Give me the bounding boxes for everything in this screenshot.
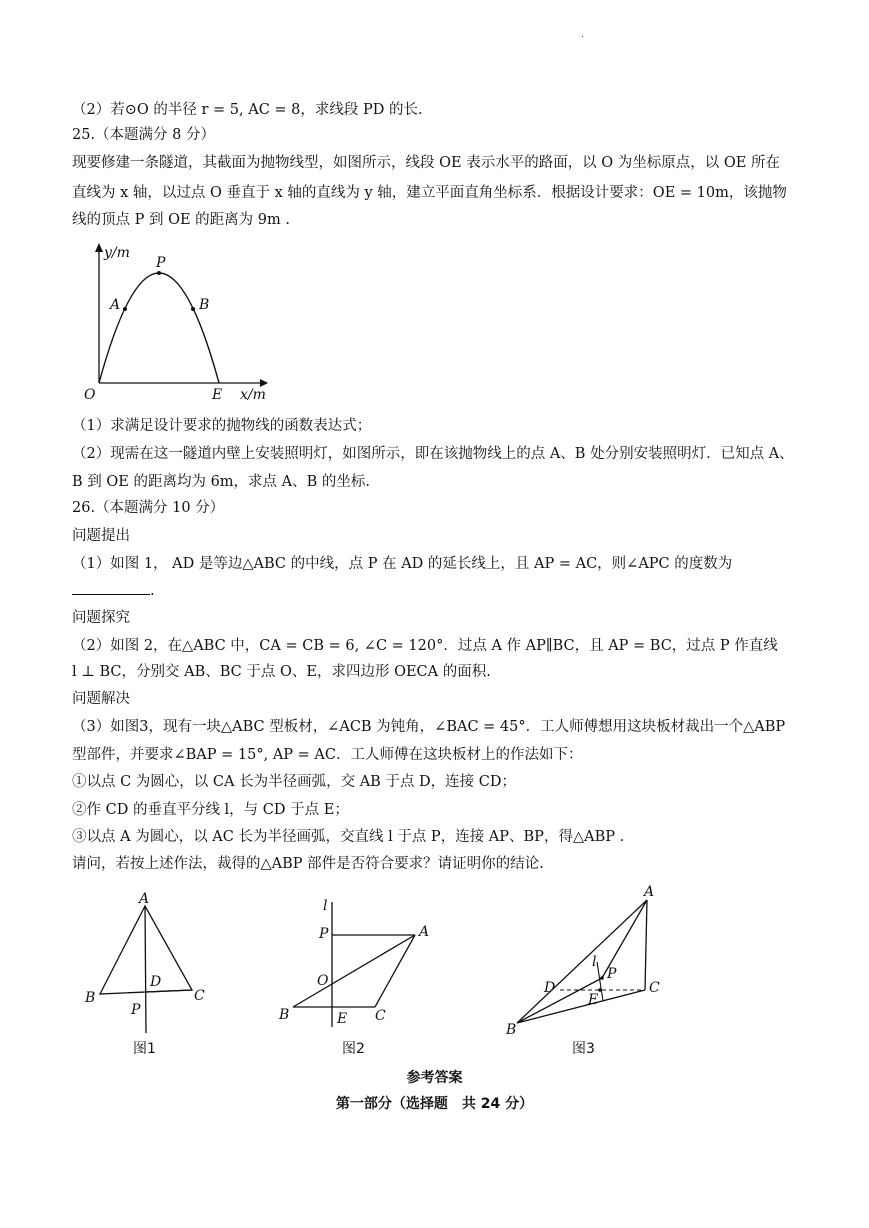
fig3-label-P: P — [607, 966, 617, 982]
q26-part3-2: 型部件，并要求∠BAP = 15°, AP = AC．工人师傅在这块板材上的作法如下： — [72, 747, 583, 763]
figure-1 — [80, 888, 220, 1038]
figure-3 — [500, 880, 675, 1040]
q24-part2: （2）若⊙O 的半径 r = 5, AC = 8，求线段 PD 的长. — [72, 102, 423, 118]
fig1-caption: 图1 — [133, 1041, 156, 1057]
fig3-label-l: l — [592, 954, 597, 970]
x-axis-label: x/m — [240, 387, 266, 403]
fig1-label-B: B — [85, 990, 96, 1006]
q25-part2-2: B 到 OE 的距离均为 6m，求点 A、B 的坐标. — [72, 474, 370, 490]
figure-2 — [275, 892, 445, 1032]
q26-part3-1: （3）如图3，现有一块△ABC 型板材，∠ACB 为钝角，∠BAC = 45°．工人师傅想用这块板材裁出一个△ABP — [72, 719, 786, 735]
fig3-label-C: C — [649, 980, 660, 996]
label-P: P — [156, 255, 166, 271]
q26-step1: ①以点 C 为圆心，以 CA 长为半径画弧，交 AB 于点 D，连接 CD； — [72, 774, 517, 790]
q25-part2-1: （2）现需在这一隧道内壁上安装照明灯，如图所示，即在该抛物线上的点 A、B 处分别安装照明灯．已知点 A、 — [72, 446, 794, 462]
q26-part1-blank: . — [72, 580, 802, 602]
q25-heading: 25.（本题满分 8 分） — [72, 127, 216, 143]
q26-part1: （1）如图 1， AD 是等边△ABC 的中线，点 P 在 AD 的延长线上，且 AP = AC，则∠APC 的度数为 — [72, 556, 733, 572]
section-explore: 问题探究 — [72, 610, 130, 626]
q25-text-3: 线的顶点 P 到 OE 的距离为 9m . — [72, 212, 290, 228]
fig2-caption: 图2 — [342, 1041, 365, 1057]
fig2-label-A: A — [419, 924, 430, 940]
fig1-label-A: A — [139, 891, 150, 907]
label-A: A — [110, 297, 121, 313]
label-B: B — [199, 297, 210, 313]
section-solve: 问题解决 — [72, 691, 130, 707]
fig1-label-P: P — [131, 1002, 141, 1018]
fig1-label-D: D — [150, 974, 162, 990]
q26-step3: ③以点 A 为圆心，以 AC 长为半径画弧，交直线 l 于点 P，连接 AP、BP，得△ABP . — [72, 829, 625, 845]
fig3-label-E: E — [588, 992, 599, 1008]
fig2-label-E: E — [337, 1011, 348, 1027]
answer-title: 参考答案 — [406, 1070, 463, 1086]
label-E: E — [212, 387, 223, 403]
fig2-label-B: B — [279, 1007, 290, 1023]
q26-question: 请问，若按上述作法，裁得的△ABP 部件是否符合要求？请证明你的结论. — [72, 856, 544, 872]
q26-step2: ②作 CD 的垂直平分线 l，与 CD 于点 E； — [72, 802, 349, 818]
fig3-label-D: D — [544, 980, 556, 996]
q25-part1: （1）求满足设计要求的抛物线的函数表达式； — [72, 418, 372, 434]
fig1-label-C: C — [194, 988, 205, 1004]
q26-heading: 26.（本题满分 10 分） — [72, 500, 225, 516]
fig3-label-B: B — [506, 1022, 517, 1038]
q25-text-1: 现要修建一条隧道，其截面为抛物线型，如图所示，线段 OE 表示水平的路面，以 O 为坐标原点，以 OE 所在 — [72, 155, 780, 171]
fig2-label-C: C — [375, 1008, 386, 1024]
fig2-label-l: l — [323, 898, 328, 914]
fig2-label-P: P — [319, 926, 329, 942]
top-mark: · — [581, 32, 585, 43]
fig3-caption: 图3 — [572, 1041, 595, 1057]
q25-text-2: 直线为 x 轴，以过点 O 垂直于 x 轴的直线为 y 轴，建立平面直角坐标系．根据设计要求：OE = 10m，该抛物 — [72, 185, 787, 201]
parabola-figure — [72, 235, 282, 405]
fig3-label-A: A — [644, 884, 655, 900]
q26-part2-2: l ⊥ BC，分别交 AB、BC 于点 O、E，求四边形 OECA 的面积. — [72, 664, 491, 680]
label-O: O — [84, 387, 96, 403]
fig2-label-O: O — [317, 973, 329, 989]
section-title: 第一部分（选择题 共 24 分） — [335, 1096, 534, 1112]
section-problem: 问题提出 — [72, 528, 130, 544]
answer-blank — [72, 580, 150, 595]
y-axis-label: y/m — [104, 245, 130, 261]
q26-part2-1: （2）如图 2，在△ABC 中，CA = CB = 6, ∠C = 120°．过点 A 作 AP∥BC，且 AP = BC，过点 P 作直线 — [72, 638, 778, 654]
